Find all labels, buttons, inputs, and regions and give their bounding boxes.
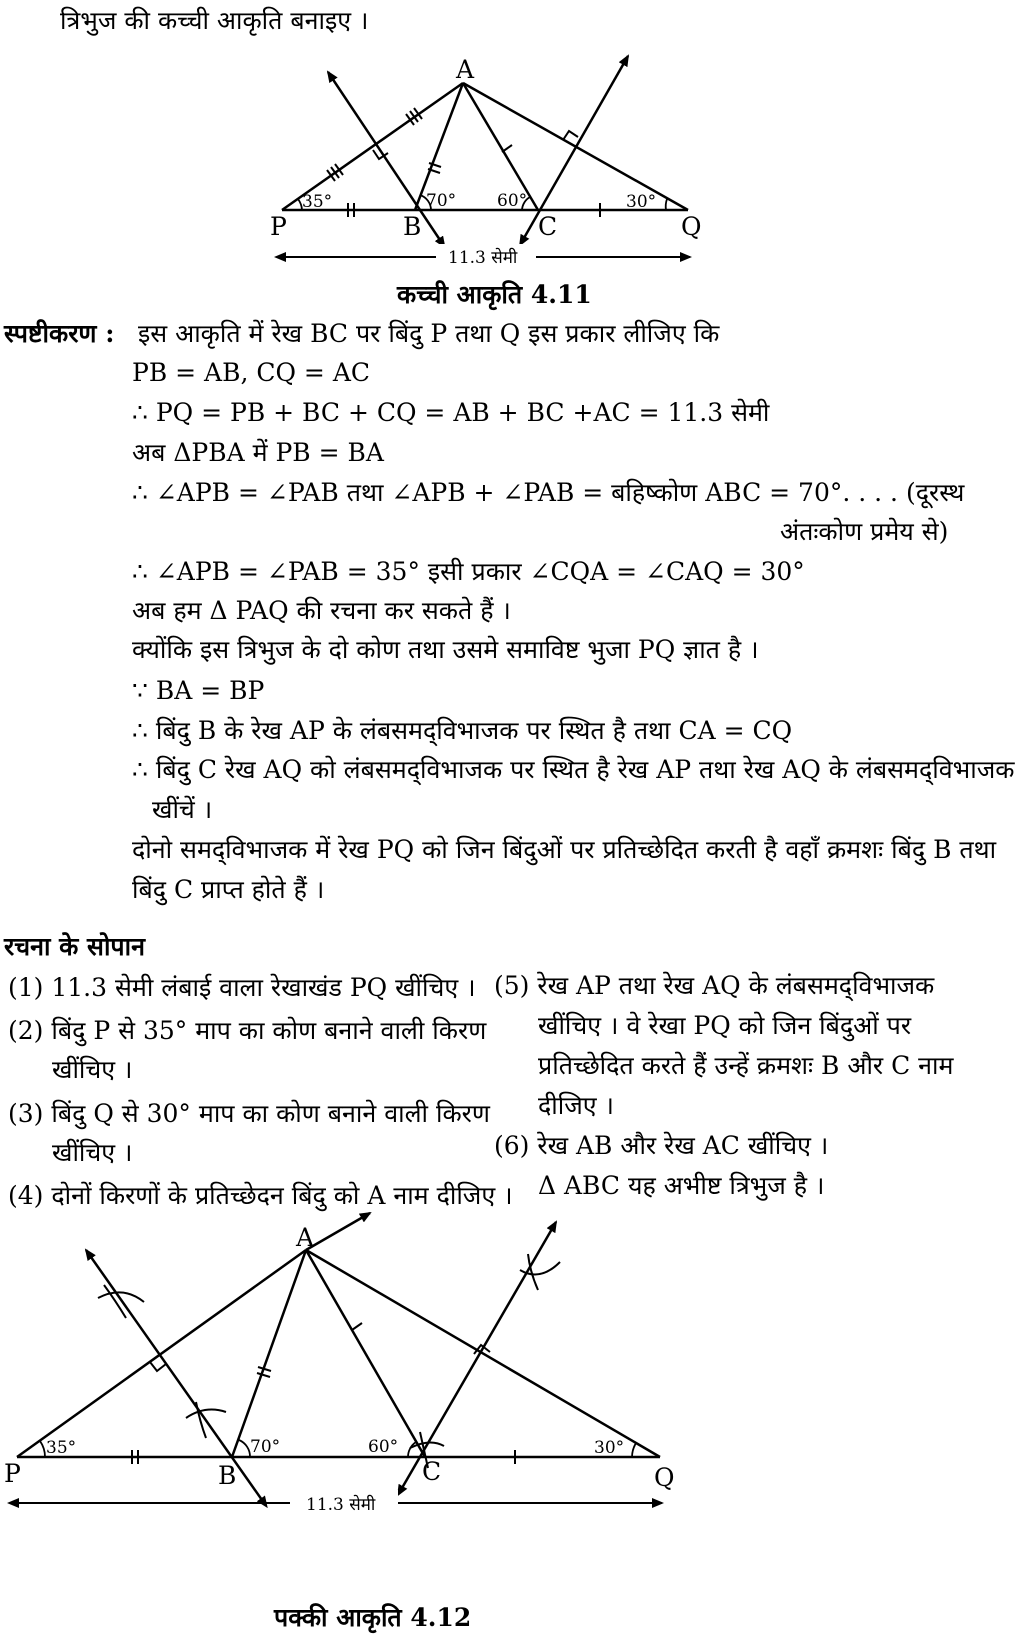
fig2-angle-c: 60° xyxy=(368,1437,399,1457)
explanation-line-1: इस आकृति में रेख BC पर बिंदु P तथा Q इस प्रकार लीजिए कि xyxy=(138,319,720,348)
fig2-label-p: P xyxy=(4,1459,21,1488)
explanation-line-4: अब ΔPBA में PB = BA xyxy=(132,438,384,467)
step-2-line-1: (2) बिंदु P से 35° माप का कोण बनाने वाली किरण xyxy=(8,1016,487,1045)
figure-4-12 xyxy=(0,1215,1017,1641)
fig2-ray-a xyxy=(306,1213,370,1250)
explanation-line-11: ∴ बिंदु C रेख AQ को लंबसमद्‌विभाजक पर स्थित है रेख AP तथा रेख AQ के लंबसमद्‌विभाजक xyxy=(132,755,1015,784)
fig1-label-p: P xyxy=(270,212,287,241)
fig1-caption: कच्ची आकृति 4.11 xyxy=(397,280,592,309)
step-5-line-3: प्रतिच्छेदित करते हैं उन्हें क्रमशः B और C नाम xyxy=(538,1051,954,1080)
fig1-label-b: B xyxy=(403,212,422,241)
fig2-segment-pa xyxy=(17,1250,306,1457)
fig2-angle-b: 70° xyxy=(250,1437,281,1457)
fig1-angle-p: 35° xyxy=(302,192,333,212)
fig2-angle-q: 30° xyxy=(594,1438,625,1458)
step-3-line-1: (3) बिंदु Q से 30° माप का कोण बनाने वाली किरण xyxy=(8,1099,490,1128)
explanation-line-7: अब हम Δ PAQ की रचना कर सकते हैं । xyxy=(132,596,511,625)
figure-4-11 xyxy=(0,0,1017,300)
fig1-label-q: Q xyxy=(681,212,702,241)
explanation-heading: स्पष्टीकरण : xyxy=(4,319,115,348)
fig1-label-c: C xyxy=(538,212,558,241)
fig2-label-a: A xyxy=(296,1223,315,1252)
steps-heading: रचना के सोपान xyxy=(4,932,145,961)
step-5-line-2: खींचिए । वे रेखा PQ को जिन बिंदुओं पर xyxy=(538,1011,912,1040)
fig2-bisector-aq xyxy=(402,1222,556,1488)
explanation-line-3: ∴ PQ = PB + BC + CQ = AB + BC +AC = 11.3 सेमी xyxy=(132,398,770,427)
explanation-line-8: क्योंकि इस त्रिभुज के दो कोण तथा उसमे समाविष्ट भुजा PQ ज्ञात है । xyxy=(132,635,759,664)
explanation-line-5: ∴ ∠APB = ∠PAB तथा ∠APB + ∠PAB = बहिष्कोण ABC = 70°. . . . (दूरस्थ xyxy=(132,478,965,507)
fig2-label-b: B xyxy=(218,1461,237,1490)
fig1-angle-b: 70° xyxy=(426,191,457,211)
explanation-line-6: ∴ ∠APB = ∠PAB = 35° इसी प्रकार ∠CQA = ∠CAQ = 30° xyxy=(132,557,805,586)
intro-text: त्रिभुज की कच्ची आकृति बनाइए । xyxy=(60,6,369,35)
step-6-line-2: Δ ABC यह अभीष्ट त्रिभुज है । xyxy=(538,1171,825,1200)
fig1-angle-c: 60° xyxy=(497,191,528,211)
fig1-length-label: 11.3 सेमी xyxy=(448,248,518,268)
step-3-line-2: खींचिए । xyxy=(52,1138,133,1167)
step-2-line-2: खींचिए । xyxy=(52,1055,133,1084)
fig2-segment-ca xyxy=(306,1250,425,1457)
fig1-label-a: A xyxy=(456,55,475,84)
fig2-segment-ba xyxy=(232,1250,306,1457)
fig2-angle-p: 35° xyxy=(46,1438,77,1458)
explanation-line-9: ∵ BA = BP xyxy=(132,676,265,705)
explanation-line-10: ∴ बिंदु B के रेख AP के लंबसमद्‌विभाजक पर स्थित है तथा CA = CQ xyxy=(132,716,793,745)
fig2-length-label: 11.3 सेमी xyxy=(306,1495,376,1515)
explanation-line-11b: खींचें । xyxy=(152,795,213,824)
step-5-line-1: (5) रेख AP तथा रेख AQ के लंबसमद्‌विभाजक xyxy=(494,971,935,1000)
fig2-label-c: C xyxy=(422,1457,442,1486)
step-1: (1) 11.3 सेमी लंबाई वाला रेखाखंड PQ खींचिए । xyxy=(8,973,476,1002)
step-5-line-4: दीजिए । xyxy=(538,1091,615,1120)
explanation-line-12b: बिंदु C प्राप्त होते हैं । xyxy=(132,875,325,904)
fig1-angle-q: 30° xyxy=(626,192,657,212)
fig2-segment-qa xyxy=(306,1250,660,1457)
explanation-line-2: PB = AB, CQ = AC xyxy=(132,358,371,387)
fig2-caption: पक्की आकृति 4.12 xyxy=(274,1603,472,1632)
step-6-line-1: (6) रेख AB और रेख AC खींचिए । xyxy=(494,1131,829,1160)
step-4: (4) दोनों किरणों के प्रतिच्छेदन बिंदु को A नाम दीजिए । xyxy=(8,1181,513,1210)
explanation-line-5b: अंतःकोण प्रमेय से) xyxy=(780,517,949,546)
fig2-label-q: Q xyxy=(654,1463,675,1492)
explanation-line-12: दोनो समद्‌विभाजक में रेख PQ को जिन बिंदुओं पर प्रतिच्छेदित करती है वहाँ क्रमशः बिंदु B तथा xyxy=(132,835,997,864)
